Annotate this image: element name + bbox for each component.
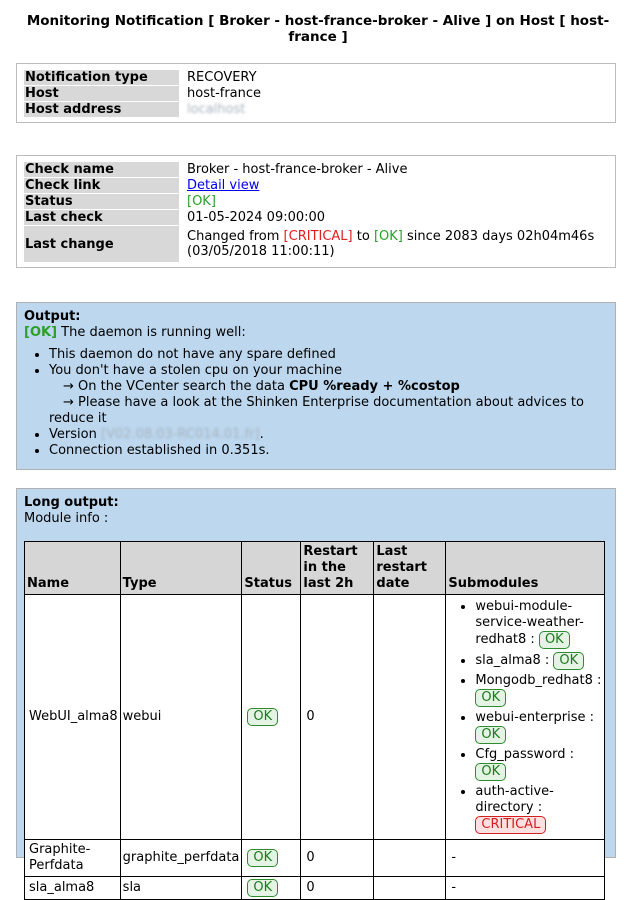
submodule-sep: :: [565, 747, 575, 762]
status-badge: OK: [475, 726, 506, 744]
status-badge: OK: [247, 849, 278, 867]
output-list: [24, 347, 608, 459]
detail-view-link[interactable]: Detail view: [187, 178, 260, 193]
submodule-name: Cfg_password: [475, 747, 566, 762]
host-value: host-france: [187, 86, 262, 101]
module-type: graphite_perfdata: [120, 840, 242, 877]
host-address-cell: [179, 102, 608, 117]
host-info-row: [24, 70, 608, 85]
module-submodules: -: [446, 840, 605, 877]
module-restart: 0: [301, 840, 374, 877]
col-header-submodules: Submodules: [446, 542, 605, 595]
change-to-status: [OK]: [373, 229, 403, 244]
output-heading: Output:: [24, 309, 81, 324]
check-name-value: Broker - host-france-broker - Alive: [187, 162, 408, 177]
module-name: WebUI_alma8: [25, 595, 121, 840]
host-address-label: Host address: [24, 102, 179, 117]
status-badge: OK: [553, 652, 584, 670]
long-output-heading: Long output:: [24, 495, 119, 510]
check-info-row: [24, 210, 608, 225]
check-info-row: [24, 194, 608, 209]
cpu-text: You don't have a stolen cpu on your machine: [49, 363, 343, 378]
submodule-name: webui-module-service-weather-redhat8: [475, 599, 584, 647]
module-restart: 0: [301, 595, 374, 840]
host-info-box: [16, 63, 616, 123]
check-info-row: [24, 178, 608, 193]
page-title: Monitoring Notification [ Broker - host-france-broker - Alive ] on Host [ host-france ]: [26, 13, 610, 45]
submodule-name: auth-active-directory: [475, 784, 554, 815]
last-change-value: [179, 226, 608, 262]
col-header-name: Name: [25, 542, 121, 595]
version-label: Version: [49, 427, 101, 442]
list-item: [49, 363, 608, 427]
submodule-list: [448, 599, 602, 834]
status-badge: OK: [247, 708, 278, 726]
change-suffix: since 2083 days 02h04m46s (03/05/2018 11:00:11): [187, 229, 595, 259]
status-label: Status: [24, 194, 179, 209]
submodule-sep: :: [526, 632, 539, 647]
module-last-restart: [374, 840, 446, 877]
table-row: [25, 840, 605, 877]
module-name: sla_alma8: [25, 877, 121, 900]
status-badge: OK: [475, 689, 506, 707]
long-output-box: [16, 488, 616, 895]
notification-type-label: Notification type: [24, 70, 179, 85]
status-value: [OK]: [187, 194, 216, 209]
list-item: • This daemon do not have any spare defined: [49, 347, 608, 363]
col-header-last-restart: Last restart date: [374, 542, 446, 595]
module-name: Graphite-Perfdata: [25, 840, 121, 877]
module-restart: 0: [301, 877, 374, 900]
module-submodules: -: [446, 877, 605, 900]
module-type: sla: [120, 877, 242, 900]
status-badge: OK: [539, 631, 570, 649]
check-info-table: [24, 161, 608, 263]
change-from-status: [CRITICAL]: [283, 229, 353, 244]
submodule-item: [475, 747, 602, 781]
check-info-box: [16, 155, 616, 268]
col-header-type: Type: [120, 542, 242, 595]
notification-type-value: RECOVERY: [187, 70, 257, 85]
host-info-row: [24, 102, 608, 117]
last-check-value: 01-05-2024 09:00:00: [187, 210, 326, 225]
output-status-line: [24, 325, 608, 341]
output-box: [16, 302, 616, 470]
module-status-cell: [242, 595, 301, 840]
col-header-restart: Restart in the last 2h: [301, 542, 374, 595]
host-info-table: [24, 69, 608, 118]
list-item: [49, 427, 608, 443]
change-prefix: Changed from: [187, 229, 284, 244]
submodule-item: [475, 652, 602, 670]
check-name-label: Check name: [24, 162, 179, 177]
module-table-header: [25, 542, 605, 595]
col-header-status: Status: [242, 542, 301, 595]
module-info-label: Module info :: [24, 511, 109, 526]
last-change-label: Last change: [24, 226, 179, 262]
last-check-label: Last check: [24, 210, 179, 225]
version-end: .: [259, 427, 264, 442]
module-status-cell: [242, 877, 301, 900]
submodule-sep: :: [592, 673, 602, 688]
check-info-row: [24, 162, 608, 177]
table-row: [25, 595, 605, 840]
host-info-row: [24, 86, 608, 101]
submodule-item: [475, 673, 602, 707]
module-table: [24, 541, 605, 900]
submodule-item: [475, 710, 602, 744]
submodule-sep: :: [533, 800, 543, 815]
module-type: webui: [120, 595, 242, 840]
module-last-restart: [374, 877, 446, 900]
output-status: [OK]: [24, 325, 58, 340]
cpu-sub1-prefix: → On the VCenter search the data: [63, 379, 290, 394]
submodule-sep: :: [540, 653, 554, 668]
host-address-value: localhost: [187, 102, 246, 117]
submodule-item: [475, 599, 602, 649]
version-value: [V02.08.03-RC014.01.fr]: [100, 427, 260, 442]
module-status-cell: [242, 840, 301, 877]
submodule-name: Mongodb_redhat8: [475, 673, 593, 688]
check-link-cell: [179, 178, 608, 193]
change-to-word: to: [352, 229, 374, 244]
host-label: Host: [24, 86, 179, 101]
status-badge: OK: [247, 879, 278, 897]
submodule-sep: :: [585, 710, 594, 725]
cpu-sub1-bold: CPU %ready + %costop: [289, 379, 460, 394]
module-submodules: [446, 595, 605, 840]
submodule-item: [475, 784, 602, 834]
check-link-label: Check link: [24, 178, 179, 193]
table-row: [25, 877, 605, 900]
list-item: • Connection established in 0.351s.: [49, 443, 608, 459]
check-info-row: [24, 226, 608, 262]
submodule-name: webui-enterprise: [475, 710, 586, 725]
output-message: The daemon is running well:: [57, 325, 246, 340]
status-badge: CRITICAL: [475, 816, 546, 834]
status-badge: OK: [475, 763, 506, 781]
submodule-name: sla_alma8: [475, 653, 541, 668]
module-last-restart: [374, 595, 446, 840]
cpu-sub2: → Please have a look at the Shinken Enterprise documentation about advices to reduce it: [49, 395, 584, 426]
